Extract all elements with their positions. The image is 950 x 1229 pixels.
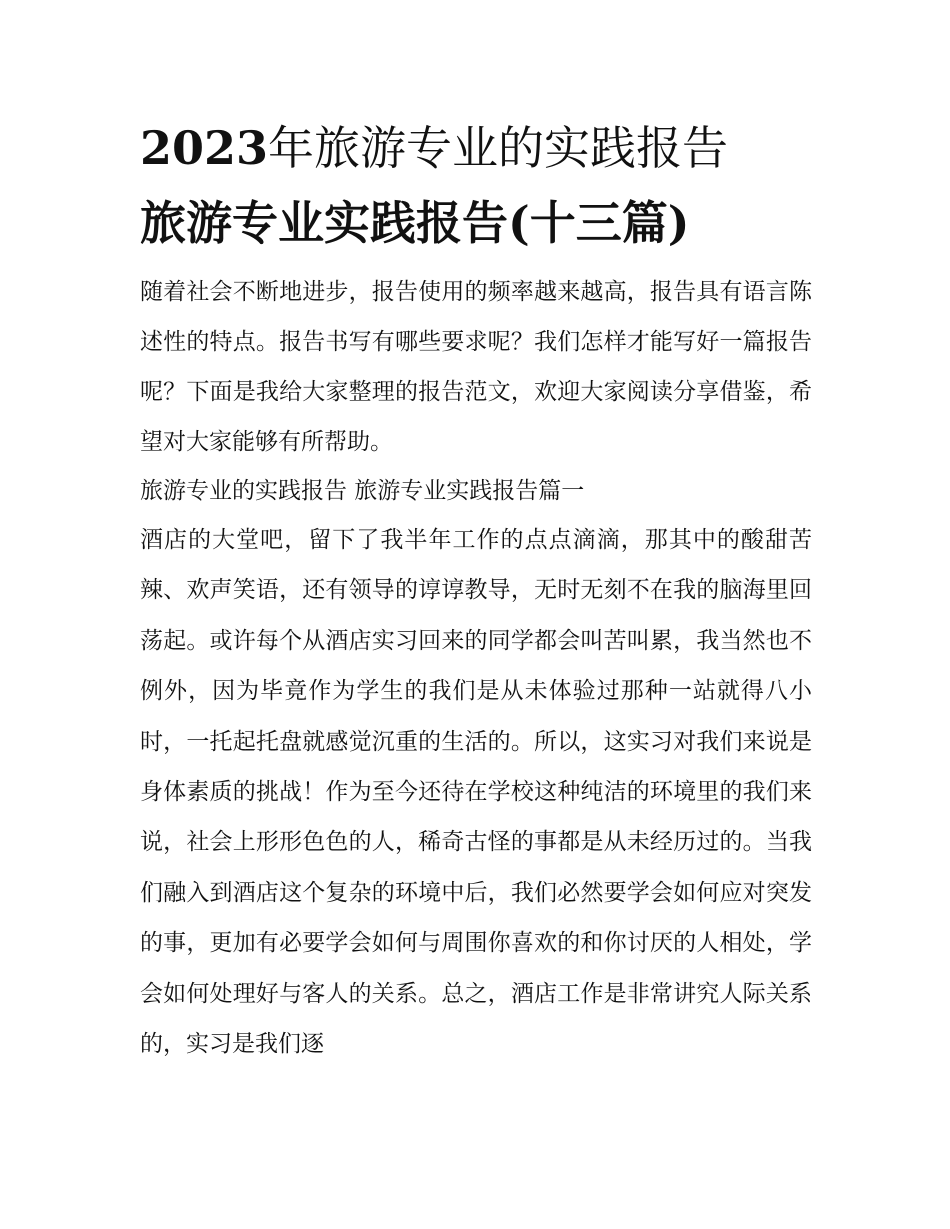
intro-paragraph: 随着社会不断地进步，报告使用的频率越来越高，报告具有语言陈述性的特点。报告书写有哪些要求呢？我们怎样才能写好一篇报告呢？下面是我给大家整理的报告范文，欢迎大家阅读分享借鉴，希望对大家能够有所帮助。	[140, 279, 812, 455]
title-line-1-text: 年旅游专业的实践报告	[268, 121, 729, 175]
section-heading: 旅游专业的实践报告 旅游专业实践报告篇一	[140, 478, 585, 504]
document-title-line-1	[140, 118, 812, 178]
document-page	[140, 118, 812, 1069]
document-title-line-2: 旅游专业实践报告(十三篇)	[140, 196, 690, 250]
title-year: 2023	[140, 121, 269, 175]
body-paragraph: 酒店的大堂吧，留下了我半年工作的点点滴滴，那其中的酸甜苦辣、欢声笑语，还有领导的谆谆教导，无时无刻不在我的脑海里回荡起。或许每个从酒店实习回来的同学都会叫苦叫累，我当然也不例外，因为毕竟作为学生的我们是从未体验过那种一站就得八小时，一托起托盘就感觉沉重的生活的。所以，这实习对我们来说是身体素质的挑战！作为至今还待在学校这种纯洁的环境里的我们来说，社会上形形色色的人，稀奇古怪的事都是从未经历过的。当我们融入到酒店这个复杂的环境中后，我们必然要学会如何应对突发的事，更加有必要学会如何与周围你喜欢的和你讨厌的人相处，学会如何处理好与客人的关系。总之，酒店工作是非常讲究人际关系的，实习是我们逐	[140, 527, 812, 1058]
